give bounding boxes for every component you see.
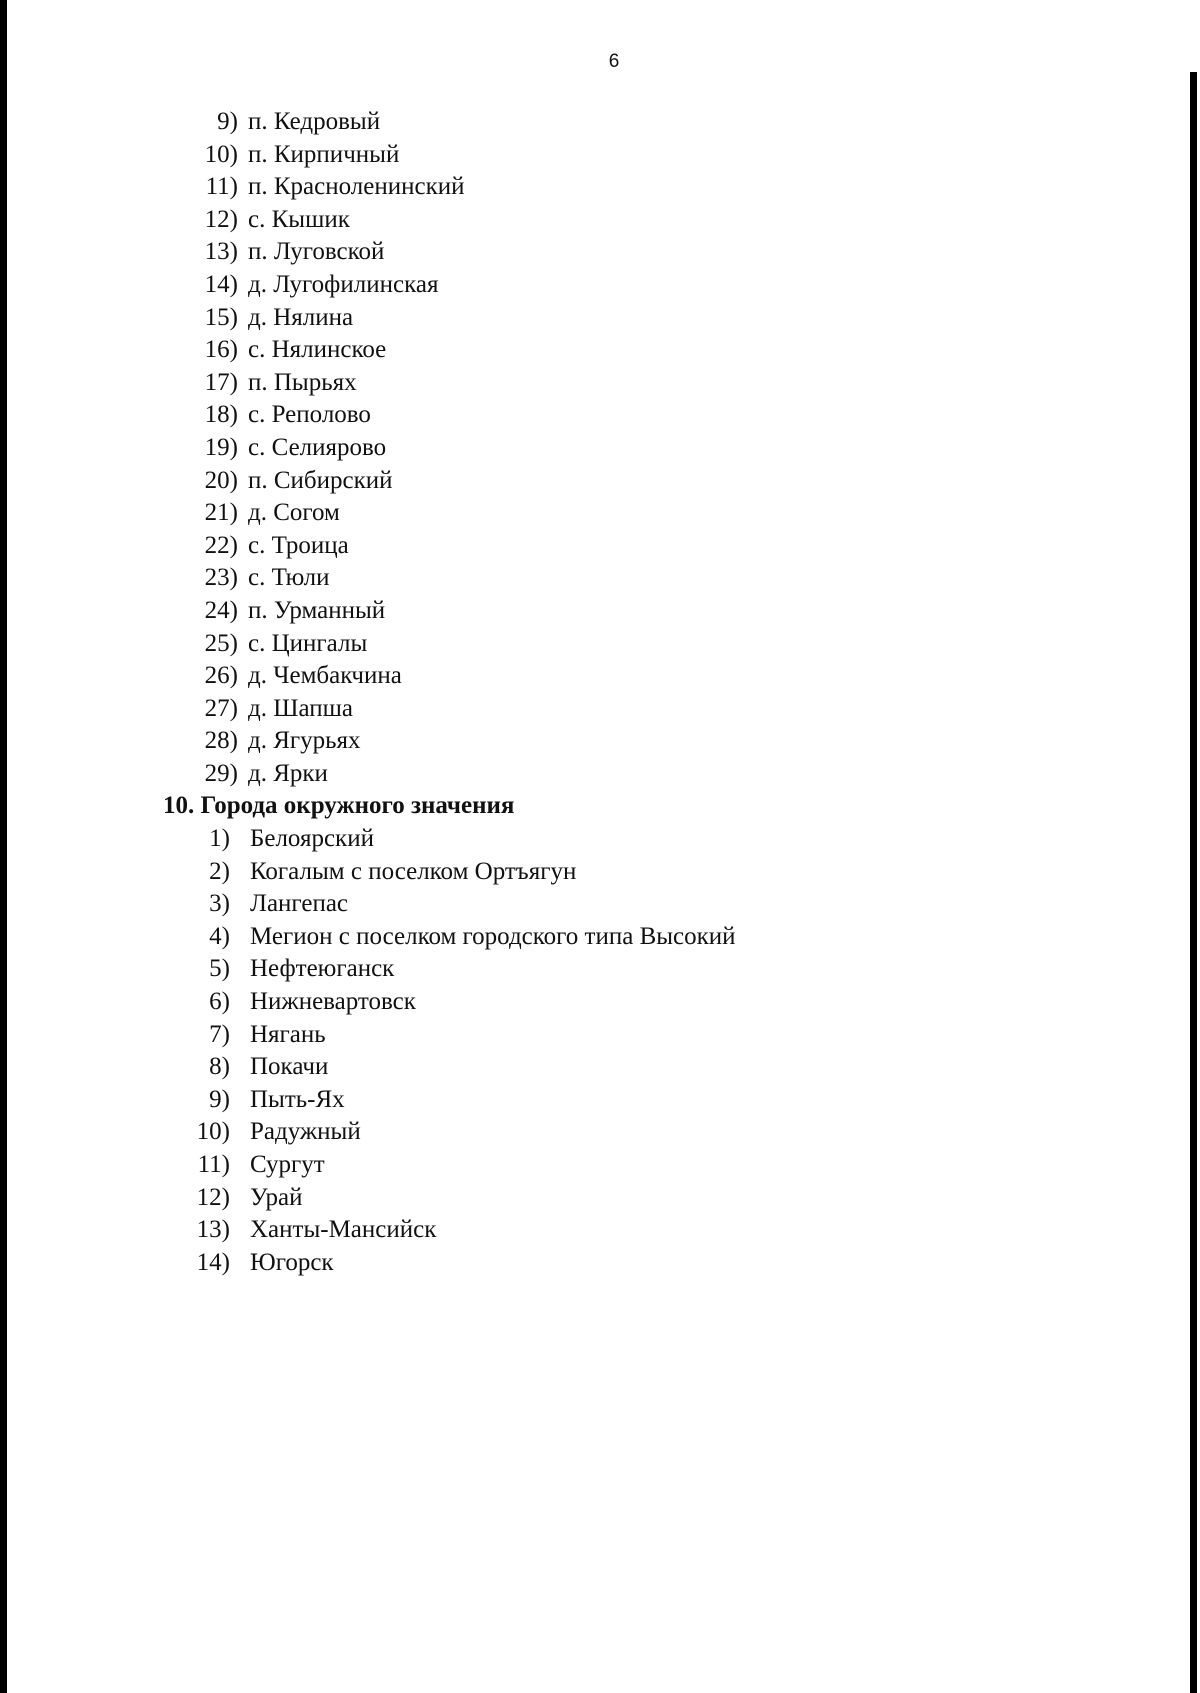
- item-text: д. Шапша: [248, 694, 353, 722]
- item-number: 21): [204, 499, 238, 527]
- item-number: 7): [209, 1020, 230, 1048]
- item-number: 18): [204, 401, 238, 429]
- settlements-list: [0, 106, 1180, 790]
- item-number: 20): [204, 466, 238, 494]
- section-heading: 10. Города окружного значения: [163, 792, 515, 820]
- item-text: п. Пырьях: [248, 368, 357, 396]
- item-number: 10): [196, 1118, 230, 1146]
- list-item: [0, 1247, 1180, 1280]
- item-text: Нижневартовск: [250, 988, 416, 1016]
- item-number: 11): [197, 1151, 230, 1178]
- item-text: п. Луговской: [248, 238, 385, 266]
- list-item: [0, 823, 1180, 856]
- list-item: [0, 1051, 1180, 1084]
- list-item: [0, 302, 1180, 335]
- list-item: [0, 399, 1180, 432]
- item-number: 9): [217, 108, 238, 135]
- item-text: Белоярский: [250, 825, 374, 853]
- item-text: с. Нялинское: [248, 336, 387, 364]
- item-number: 1): [209, 825, 230, 853]
- list-item: [0, 1149, 1180, 1182]
- list-item: [0, 953, 1180, 986]
- list-item: [0, 1182, 1180, 1215]
- list-item: [0, 1084, 1180, 1117]
- item-number: 16): [204, 336, 238, 364]
- item-text: Нефтеюганск: [250, 955, 395, 983]
- item-text: с. Тюли: [248, 564, 330, 592]
- item-number: 3): [209, 890, 230, 918]
- list-item: [0, 497, 1180, 530]
- item-number: 13): [204, 238, 238, 266]
- list-item: [0, 269, 1180, 302]
- list-item: [0, 530, 1180, 563]
- item-number: 29): [204, 759, 238, 787]
- list-item: [0, 432, 1180, 465]
- item-number: 24): [204, 596, 238, 624]
- list-item: [0, 204, 1180, 237]
- item-text: Когалым с поселком Ортъягун: [250, 857, 577, 885]
- item-text: Радужный: [250, 1118, 361, 1146]
- item-number: 6): [209, 988, 230, 1016]
- item-text: п. Сибирский: [248, 466, 393, 494]
- list-item: [0, 1116, 1180, 1149]
- item-number: 19): [204, 433, 238, 461]
- item-text: Урай: [250, 1183, 303, 1211]
- list-item: [0, 856, 1180, 889]
- item-text: Югорск: [250, 1248, 334, 1276]
- list-item: [0, 758, 1180, 791]
- item-number: 4): [209, 922, 230, 950]
- list-item: [0, 334, 1180, 367]
- item-number: 28): [204, 727, 238, 755]
- list-item: [0, 1019, 1180, 1052]
- item-text: с. Цингалы: [248, 629, 368, 657]
- list-item: [0, 888, 1180, 921]
- item-text: Нягань: [250, 1020, 326, 1048]
- list-item: [0, 725, 1180, 758]
- item-text: п. Кирпичный: [248, 140, 400, 168]
- item-number: 12): [196, 1183, 230, 1211]
- item-text: д. Согом: [248, 499, 340, 527]
- item-number: 27): [204, 694, 238, 722]
- item-number: 14): [204, 270, 238, 298]
- item-number: 15): [204, 303, 238, 331]
- item-number: 13): [196, 1216, 230, 1244]
- list-item: [0, 595, 1180, 628]
- list-item: [0, 1214, 1180, 1247]
- item-number: 10): [204, 140, 238, 168]
- item-number: 22): [204, 531, 238, 559]
- item-text: Мегион с поселком городского типа Высокий: [250, 922, 736, 950]
- list-item: [0, 236, 1180, 269]
- item-number: 9): [209, 1085, 230, 1113]
- item-text: с. Селиярово: [248, 433, 387, 461]
- item-number: 8): [209, 1053, 230, 1081]
- list-item: [0, 562, 1180, 595]
- item-number: 2): [209, 857, 230, 885]
- item-number: 5): [209, 955, 230, 983]
- item-number: 14): [196, 1248, 230, 1276]
- list-item: [0, 367, 1180, 400]
- item-text: с. Кышик: [248, 205, 350, 233]
- list-item: [0, 106, 1180, 139]
- item-text: д. Ярки: [248, 759, 328, 787]
- list-item: [0, 171, 1180, 204]
- item-text: д. Чембакчина: [248, 662, 402, 690]
- item-text: Лангепас: [250, 890, 349, 918]
- item-text: д. Нялина: [248, 303, 354, 331]
- item-number: 11): [205, 173, 238, 201]
- cities-list: [0, 823, 1180, 1279]
- item-number: 12): [204, 205, 238, 233]
- document-body: [0, 106, 1180, 1279]
- item-number: 17): [204, 368, 238, 396]
- list-item: [0, 660, 1180, 693]
- item-number: 23): [204, 564, 238, 592]
- list-item: [0, 921, 1180, 954]
- item-text: Сургут: [250, 1151, 325, 1178]
- section-heading-row: [0, 790, 1180, 823]
- item-text: Покачи: [250, 1053, 329, 1081]
- item-text: с. Троица: [248, 531, 349, 559]
- item-text: Ханты-Мансийск: [250, 1216, 437, 1244]
- item-number: 26): [204, 662, 238, 690]
- scan-edge-right: [1190, 72, 1197, 1693]
- list-item: [0, 139, 1180, 172]
- list-item: [0, 693, 1180, 726]
- page-number: 6: [608, 51, 620, 72]
- item-text: Пыть-Ях: [250, 1085, 345, 1113]
- item-text: п. Урманный: [248, 596, 386, 624]
- item-text: п. Кедровый: [248, 108, 381, 135]
- item-text: п. Красноленинский: [248, 173, 465, 201]
- item-text: д. Лугофилинская: [248, 270, 439, 298]
- item-text: с. Реполово: [248, 401, 371, 429]
- item-number: 25): [204, 629, 238, 657]
- list-item: [0, 465, 1180, 498]
- list-item: [0, 986, 1180, 1019]
- list-item: [0, 628, 1180, 661]
- item-text: д. Ягурьях: [248, 727, 361, 755]
